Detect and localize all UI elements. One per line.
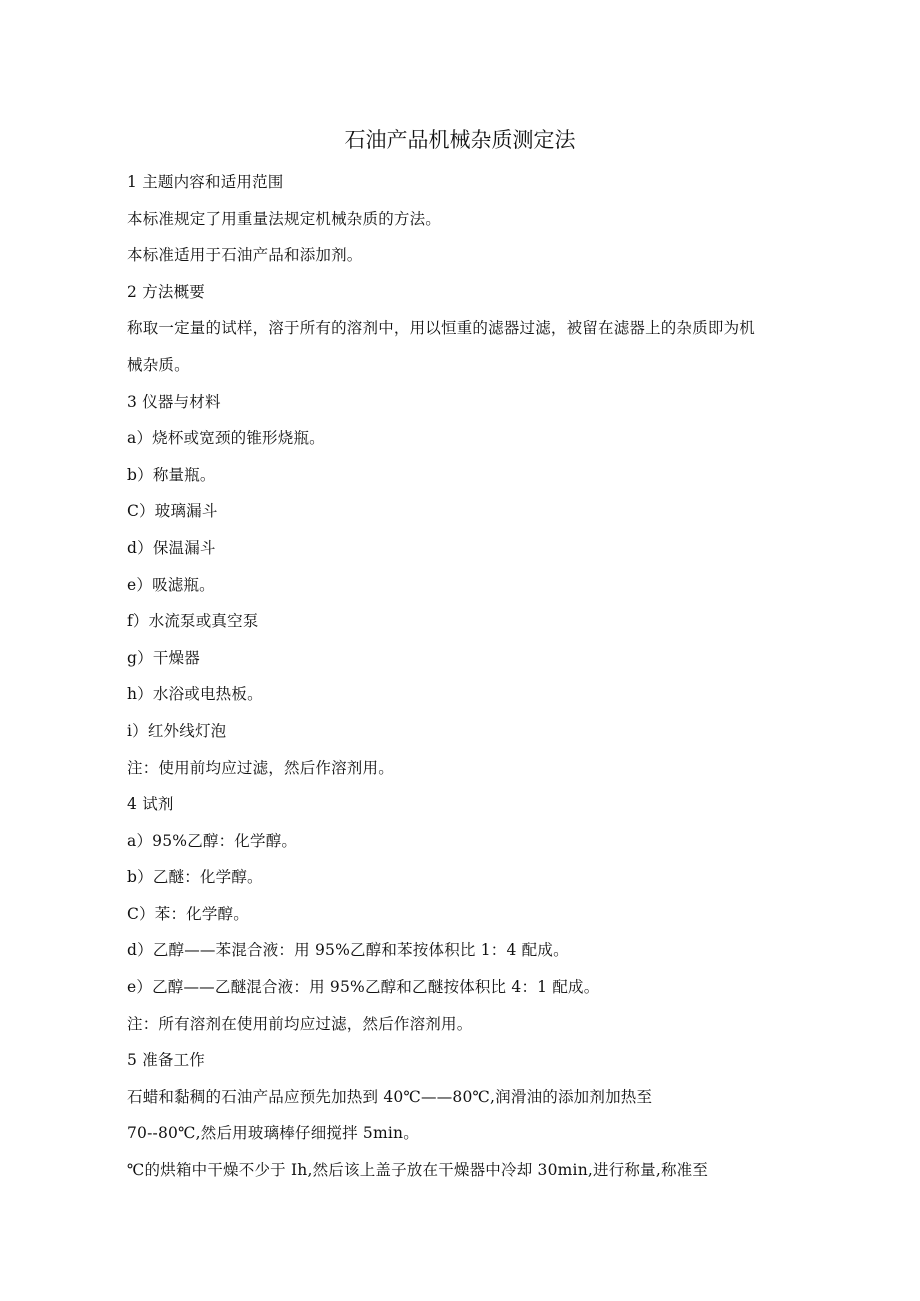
section-heading-scope: 1 主题内容和适用范围 (127, 173, 284, 191)
document-title: 石油产品机械杂质测定法 (344, 128, 576, 152)
note-line: 注：使用前均应过滤，然后作溶剂用。 (127, 758, 394, 777)
section-heading-preparation: 5 准备工作 (127, 1051, 205, 1070)
list-item: e）吸滤瓶。 (127, 575, 215, 594)
paragraph-line: 70--80℃,然后用玻璃棒仔细搅拌 5min。 (127, 1124, 419, 1143)
list-item: d）保温漏斗 (127, 538, 216, 557)
list-item: h）水浴或电热板。 (127, 685, 263, 704)
section-heading-method-summary: 2 方法概要 (127, 282, 205, 301)
list-item: b）称量瓶。 (127, 465, 216, 484)
paragraph-line: 称取一定量的试样，溶于所有的溶剂中，用以恒重的滤器过滤，被留在滤器上的杂质即为机 (127, 319, 756, 338)
paragraph-line: 石蜡和黏稠的石油产品应预先加热到 40℃——80℃,润滑油的添加剂加热至 (127, 1087, 653, 1106)
list-item: C）苯：化学醇。 (127, 904, 249, 923)
section-heading-apparatus: 3 仪器与材料 (127, 392, 221, 411)
paragraph-line: 械杂质。 (127, 355, 190, 374)
list-item: a）95%乙醇：化学醇。 (127, 831, 298, 850)
list-item: b）乙醚：化学醇。 (127, 868, 263, 887)
section-heading-reagents: 4 试剂 (127, 795, 174, 814)
list-item: g）干燥器 (127, 648, 200, 667)
note-line: 注：所有溶剂在使用前均应过滤，然后作溶剂用。 (127, 1014, 473, 1033)
paragraph-line: ℃的烘箱中干燥不少于 Ih,然后该上盖子放在干燥器中冷却 30min,进行称量,称准至 (127, 1161, 709, 1180)
list-item: f）水流泵或真空泵 (127, 612, 259, 631)
list-item: i）红外线灯泡 (127, 721, 227, 740)
list-item: C）玻璃漏斗 (127, 502, 218, 521)
document-body (127, 168, 827, 1193)
list-item: a）烧杯或宽颈的锥形烧瓶。 (127, 429, 325, 448)
list-item: d）乙醇——苯混合液：用 95%乙醇和苯按体积比 1：4 配成。 (127, 941, 569, 960)
list-item: e）乙醇——乙醚混合液：用 95%乙醇和乙醚按体积比 4：1 配成。 (127, 978, 600, 997)
paragraph-line: 本标准适用于石油产品和添加剂。 (127, 246, 363, 265)
paragraph-line: 本标准规定了用重量法规定机械杂质的方法。 (127, 209, 442, 228)
